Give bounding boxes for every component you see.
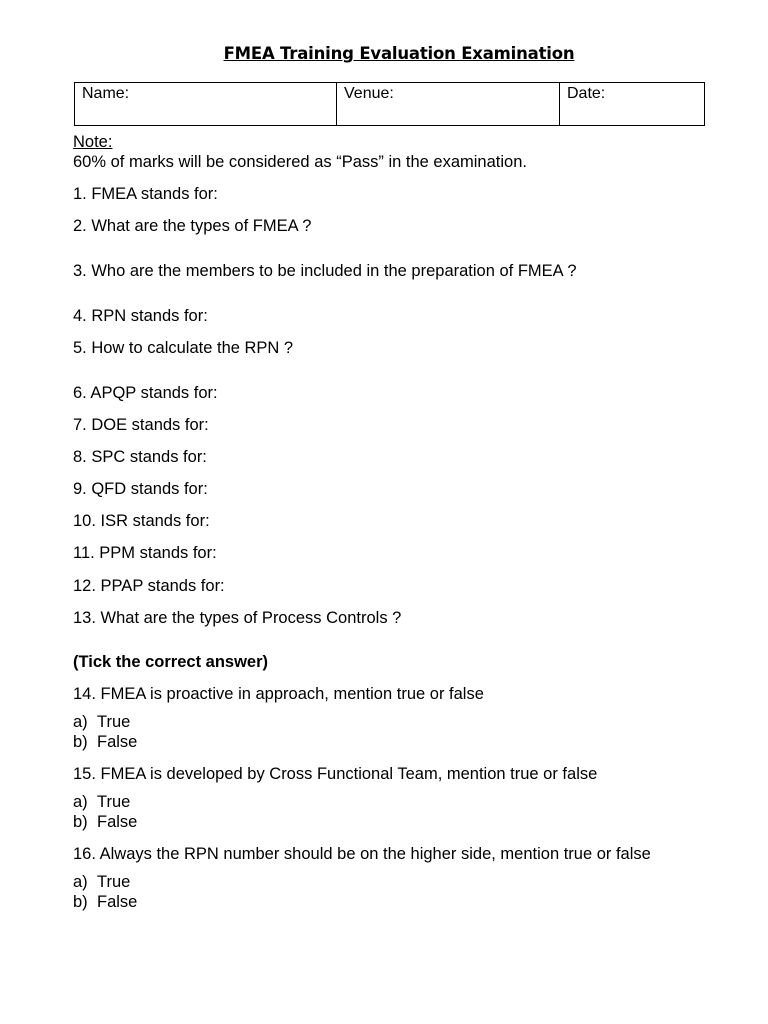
question-1: 1. FMEA stands for: <box>73 185 218 203</box>
option-14-true[interactable] <box>73 712 130 732</box>
tf-question-15: 15. FMEA is developed by Cross Functional Team, mention true or false <box>73 765 598 783</box>
note-label: Note: <box>73 133 113 151</box>
question-4: 4. RPN stands for: <box>73 307 208 325</box>
question-10: 10. ISR stands for: <box>73 512 210 530</box>
option-marker: b) <box>73 893 88 911</box>
date-field[interactable]: Date: <box>567 85 606 102</box>
option-label: False <box>97 813 138 831</box>
option-marker: b) <box>73 813 88 831</box>
header-table <box>74 82 705 126</box>
question-12: 12. PPAP stands for: <box>73 577 225 595</box>
option-marker: a) <box>73 873 88 891</box>
option-marker: b) <box>73 733 88 751</box>
tf-question-14: 14. FMEA is proactive in approach, mention true or false <box>73 685 484 703</box>
option-15-false[interactable] <box>73 812 137 832</box>
name-field[interactable]: Name: <box>75 83 337 125</box>
option-label: False <box>97 893 138 911</box>
option-label: True <box>97 793 131 811</box>
question-7: 7. DOE stands for: <box>73 416 209 434</box>
tick-instruction: (Tick the correct answer) <box>73 653 269 671</box>
option-marker: a) <box>73 793 88 811</box>
tf-question-16: 16. Always the RPN number should be on the higher side, mention true or false <box>73 845 651 863</box>
question-11: 11. PPM stands for: <box>73 544 217 562</box>
question-6: 6. APQP stands for: <box>73 384 218 402</box>
venue-field[interactable]: Venue: <box>337 83 560 125</box>
note-text: 60% of marks will be considered as “Pass” in the examination. <box>73 153 527 171</box>
question-2: 2. What are the types of FMEA ? <box>73 217 312 235</box>
question-3: 3. Who are the members to be included in the preparation of FMEA ? <box>73 262 577 280</box>
option-label: False <box>97 733 138 751</box>
option-label: True <box>97 873 131 891</box>
page-title: FMEA Training Evaluation Examination <box>223 44 575 63</box>
option-marker: a) <box>73 713 88 731</box>
option-15-true[interactable] <box>73 792 130 812</box>
question-5: 5. How to calculate the RPN ? <box>73 339 294 357</box>
option-16-false[interactable] <box>73 892 137 912</box>
option-16-true[interactable] <box>73 872 130 892</box>
question-8: 8. SPC stands for: <box>73 448 207 466</box>
question-9: 9. QFD stands for: <box>73 480 208 498</box>
option-label: True <box>97 713 131 731</box>
question-13: 13. What are the types of Process Controls ? <box>73 609 402 627</box>
option-14-false[interactable] <box>73 732 137 752</box>
